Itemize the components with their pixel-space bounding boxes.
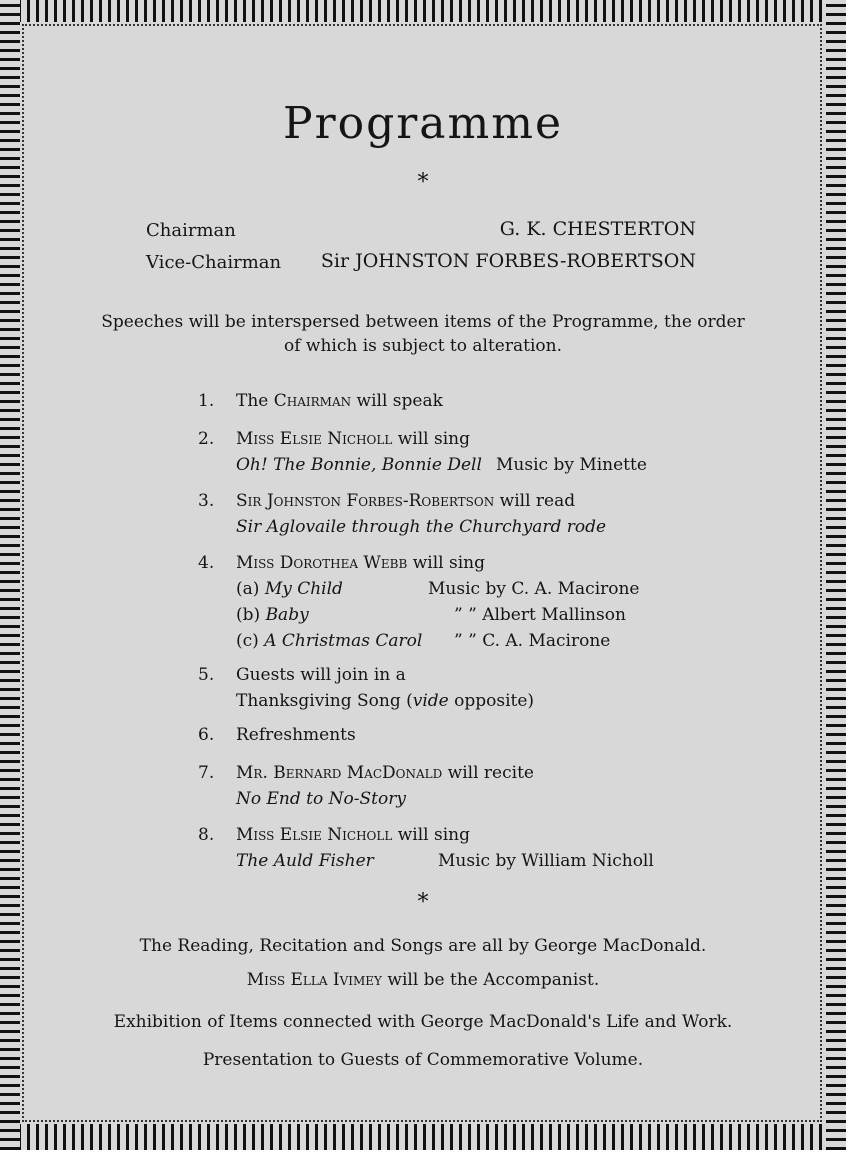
- item-text: Guests will join in a: [236, 665, 406, 685]
- item-number: 5.: [198, 665, 215, 685]
- programme-item-8: [198, 822, 668, 874]
- programme-item-4: [198, 550, 668, 654]
- performer-name: Miss Elsie Nicholl: [236, 825, 393, 845]
- vice-chairman-name: Sir JOHNSTON FORBES-ROBERTSON: [320, 250, 696, 272]
- item-text: Refreshments: [236, 725, 356, 745]
- footer-line-2: [0, 970, 846, 990]
- item-text: opposite): [448, 691, 535, 711]
- ornamental-border-top: [0, 0, 846, 22]
- song-title: Oh! The Bonnie, Bonnie Dell: [236, 455, 482, 475]
- item-action: will recite: [442, 763, 534, 783]
- page-title: Programme: [282, 98, 564, 149]
- music-credit: Music by Minette: [496, 455, 647, 475]
- footer-line-3: Exhibition of Items connected with George MacDonald's Life and Work.: [113, 1012, 733, 1032]
- music-credit: Music by C. A. Macirone: [428, 579, 640, 599]
- song-row: [198, 602, 668, 628]
- song-marker: (a): [236, 579, 265, 599]
- chairman-name: G. K. CHESTERTON: [499, 218, 696, 240]
- song-row: [198, 576, 668, 602]
- programme-item-5: [198, 662, 668, 714]
- programme-item-2: [198, 426, 668, 478]
- ornamental-border-bottom: [0, 1124, 846, 1150]
- item-text: Thanksgiving Song (: [236, 691, 413, 711]
- reading-title: Sir Aglovaile through the Churchyard rode: [236, 517, 607, 537]
- performer-name: Sir Johnston Forbes-Robertson: [236, 491, 495, 511]
- item-number: 2.: [198, 429, 215, 449]
- item-number: 6.: [198, 725, 215, 745]
- item-text: The: [236, 391, 274, 411]
- music-credit: Music by William Nicholl: [438, 851, 654, 871]
- song-marker: (c): [236, 631, 265, 651]
- song-title: Baby: [265, 605, 309, 625]
- programme-item-1: [198, 388, 668, 414]
- item-text-italic: vide: [412, 691, 449, 711]
- item-action: will sing: [407, 553, 485, 573]
- music-credit: ” ” Albert Mallinson: [454, 605, 626, 625]
- song-title: My Child: [264, 579, 343, 599]
- item-number: 3.: [198, 491, 215, 511]
- song-title: A Christmas Carol: [264, 631, 423, 651]
- performer-name: Mr. Bernard MacDonald: [236, 763, 443, 783]
- performer-name: Miss Elsie Nicholl: [236, 429, 393, 449]
- footer-line-4: Presentation to Guests of Commemorative Volume.: [202, 1050, 644, 1070]
- performer-name: Miss Dorothea Webb: [236, 553, 408, 573]
- chairman-label: Chairman: [146, 220, 236, 241]
- song-title: The Auld Fisher: [236, 851, 374, 871]
- item-action: will speak: [351, 391, 443, 411]
- vice-chairman-label: Vice-Chairman: [146, 252, 282, 273]
- item-action: will sing: [392, 429, 470, 449]
- item-number: 8.: [198, 825, 215, 845]
- intro-text: Speeches will be interspersed between items of the Programme, the order of which is subject to alteration.: [101, 312, 745, 356]
- star-divider-bottom: *: [417, 890, 429, 915]
- item-role: Chairman: [273, 391, 352, 411]
- item-action: will sing: [392, 825, 470, 845]
- item-action: will read: [494, 491, 576, 511]
- item-number: 1.: [198, 391, 215, 411]
- footer-line-1: The Reading, Recitation and Songs are all by George MacDonald.: [139, 936, 707, 956]
- accompanist-name: Miss Ella Ivimey: [246, 970, 382, 990]
- song-row: [198, 628, 668, 654]
- programme-item-6: [198, 722, 668, 748]
- programme-item-7: [198, 760, 668, 812]
- item-number: 4.: [198, 553, 215, 573]
- accompanist-text: will be the Accompanist.: [381, 970, 600, 990]
- star-divider-top: *: [417, 170, 429, 195]
- item-number: 7.: [198, 763, 215, 783]
- music-credit: ” ” C. A. Macirone: [454, 631, 611, 651]
- song-marker: (b): [236, 605, 266, 625]
- recitation-title: No End to No-Story: [236, 789, 406, 809]
- programme-item-3: [198, 488, 668, 540]
